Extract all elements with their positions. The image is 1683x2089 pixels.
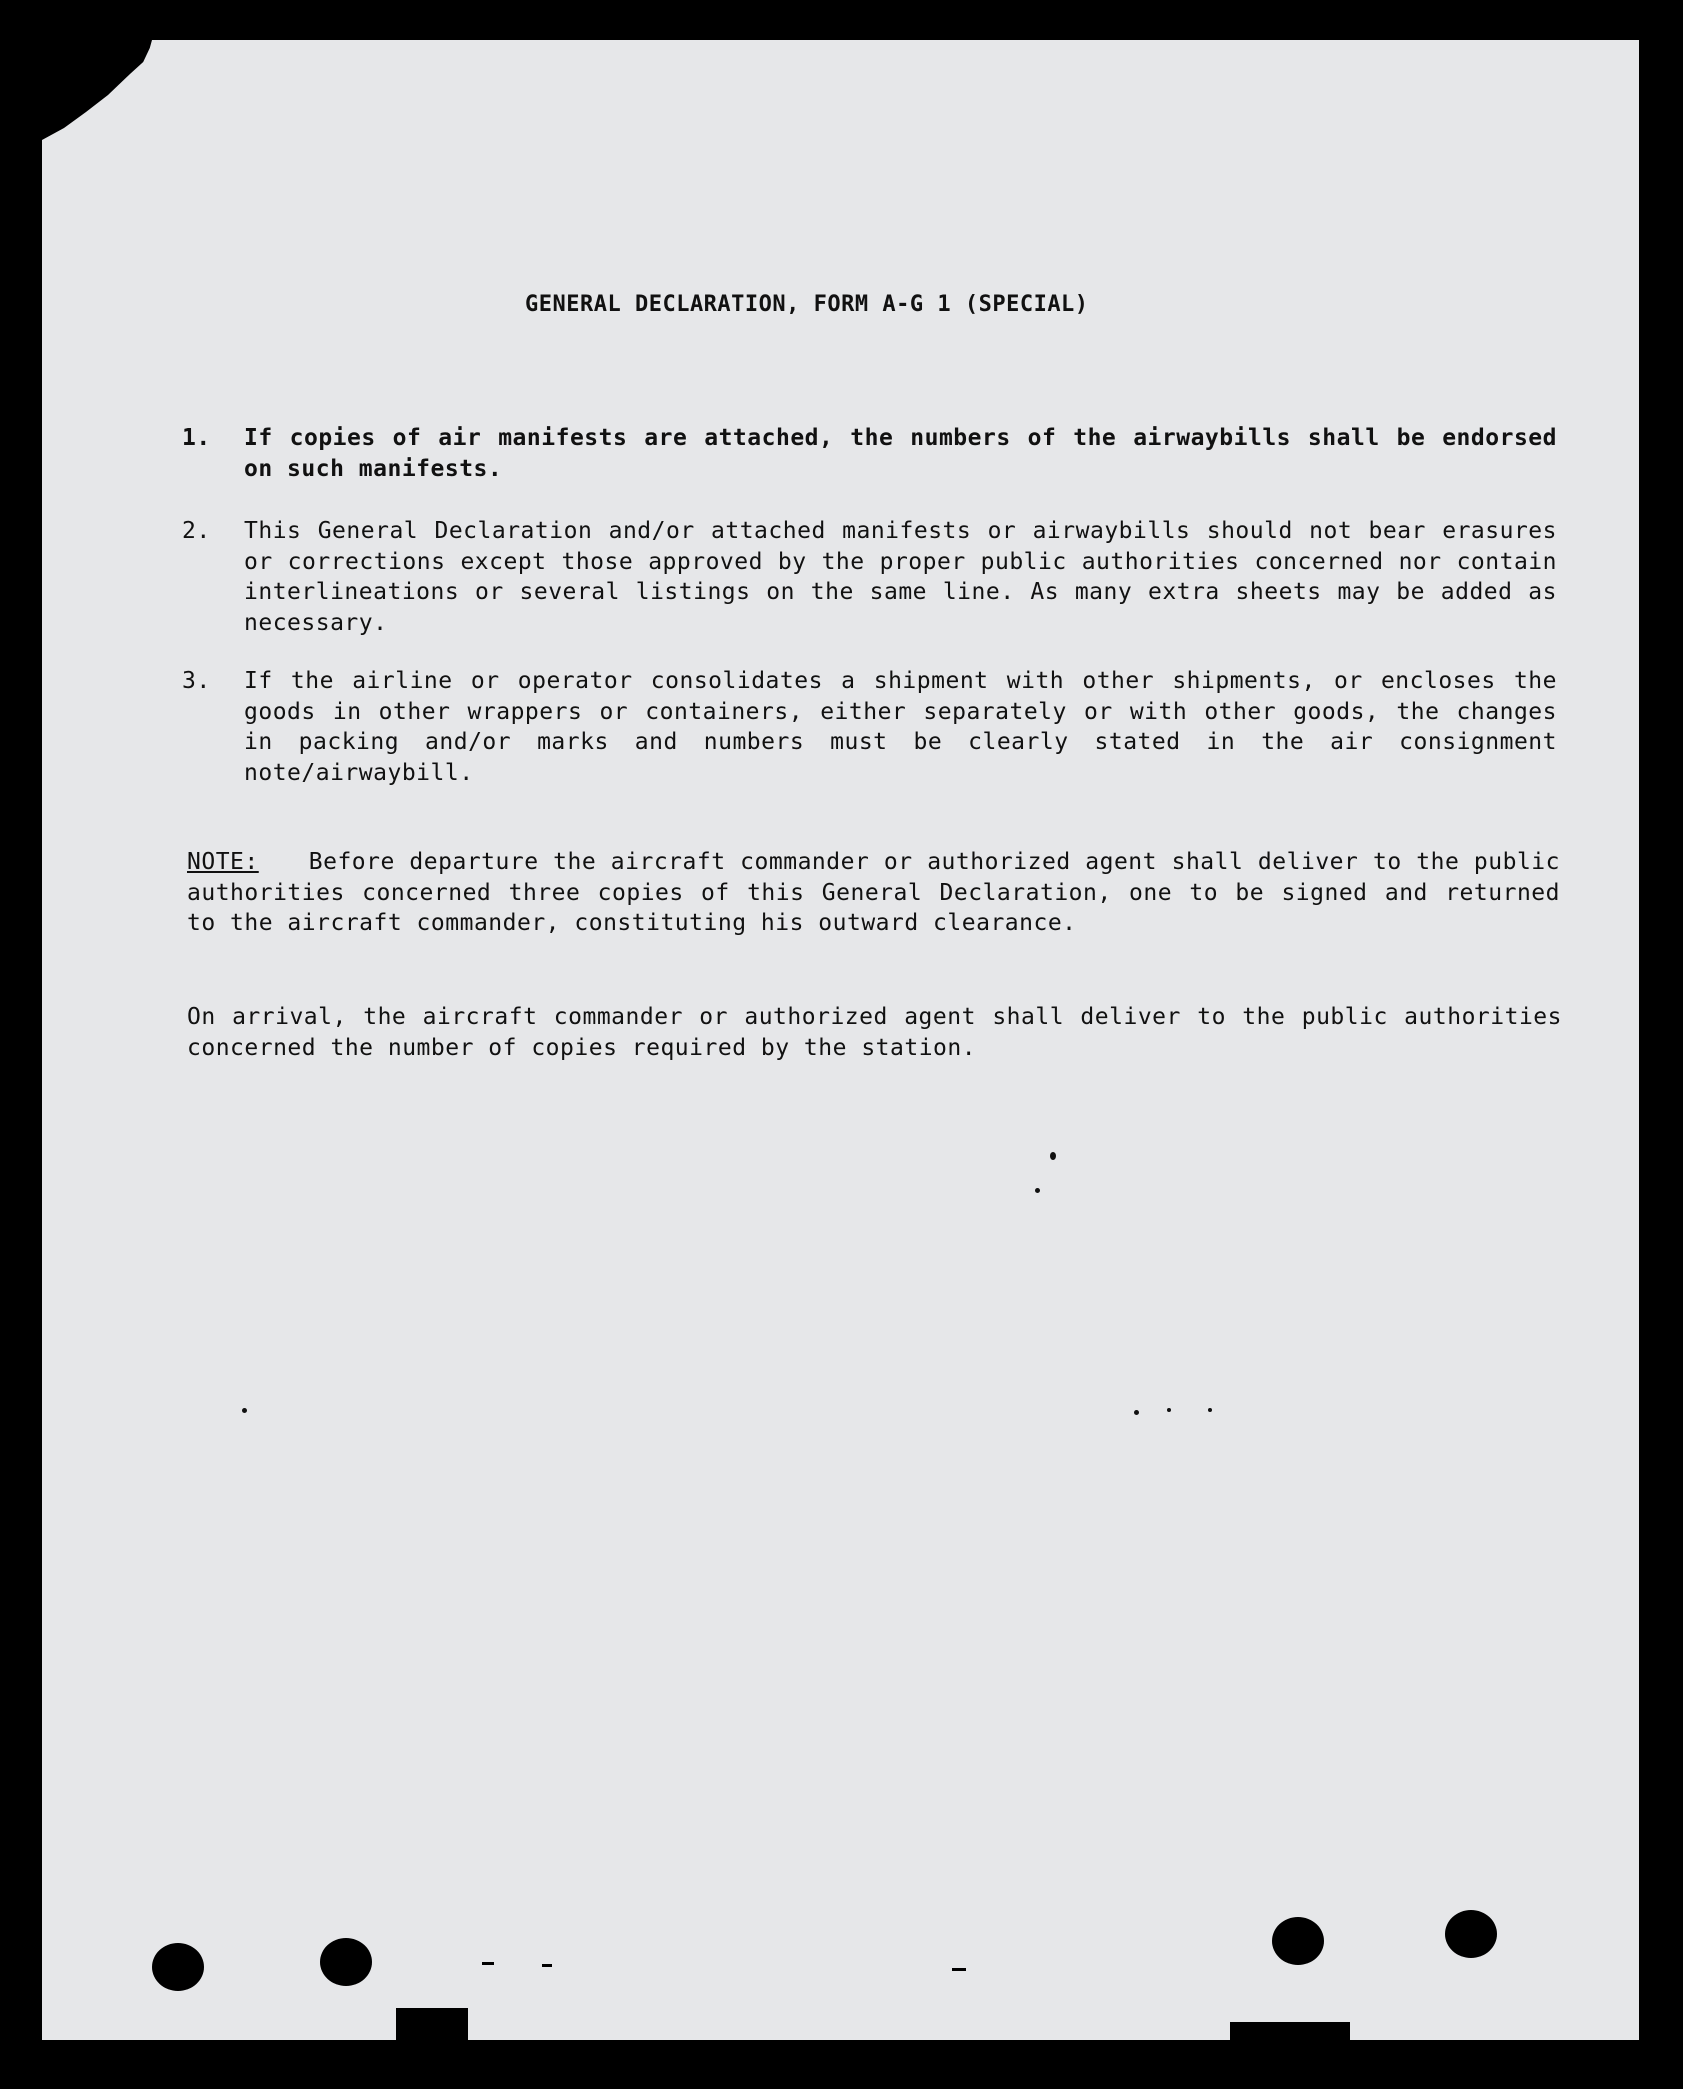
instruction-item-2 [182,516,1557,638]
item-number: 2. [182,518,211,544]
scan-artifact [396,2008,468,2040]
speck [1208,1408,1212,1412]
scan-artifact [482,1962,494,1965]
instruction-item-3 [182,666,1557,788]
speck [242,1408,247,1413]
scan-artifact [542,1964,552,1967]
instruction-item-1 [182,423,1557,484]
item-text: This General Declaration and/or attached manifests or airwaybills should not bear erasures or corrections except those approved by the proper public authorities concerned nor contain interlineations or several listings on the same line. As many extra sheets may be added as necessary. [244,518,1557,636]
torn-corner [42,40,152,140]
document-page [42,40,1639,2040]
item-text: If the airline or operator consolidates a shipment with other shipments, or encloses the goods in other wrappers or containers, either separately or with other goods, the changes in packing and/or marks and numbers must be clearly stated in the air consignment note/airwaybill. [244,668,1557,786]
scan-artifact [952,1968,966,1971]
arrival-paragraph: On arrival, the aircraft commander or authorized agent shall deliver to the public authorities concerned the number of copies required by the station. [187,1004,1562,1061]
item-number: 1. [182,425,211,451]
speck [1050,1152,1056,1160]
note-paragraph [187,847,1560,939]
item-number: 3. [182,668,211,694]
note-text: Before departure the aircraft commander or authorized agent shall deliver to the public authorities concerned three copies of this General Declaration, one to be signed and returned to the aircraft commander, constituting his outward clearance. [187,849,1560,936]
punch-hole [1272,1917,1324,1965]
punch-hole [152,1943,204,1991]
speck [1134,1410,1139,1415]
note-label: NOTE: [187,849,259,875]
item-text: If copies of air manifests are attached, the numbers of the airwaybills shall be endorsed on such manifests. [244,425,1557,482]
document-title: GENERAL DECLARATION, FORM A-G 1 (SPECIAL) [525,292,1089,317]
speck [1035,1188,1040,1193]
punch-hole [1445,1910,1497,1958]
scan-artifact [1230,2022,1350,2040]
speck [1167,1408,1171,1412]
punch-hole [320,1938,372,1986]
